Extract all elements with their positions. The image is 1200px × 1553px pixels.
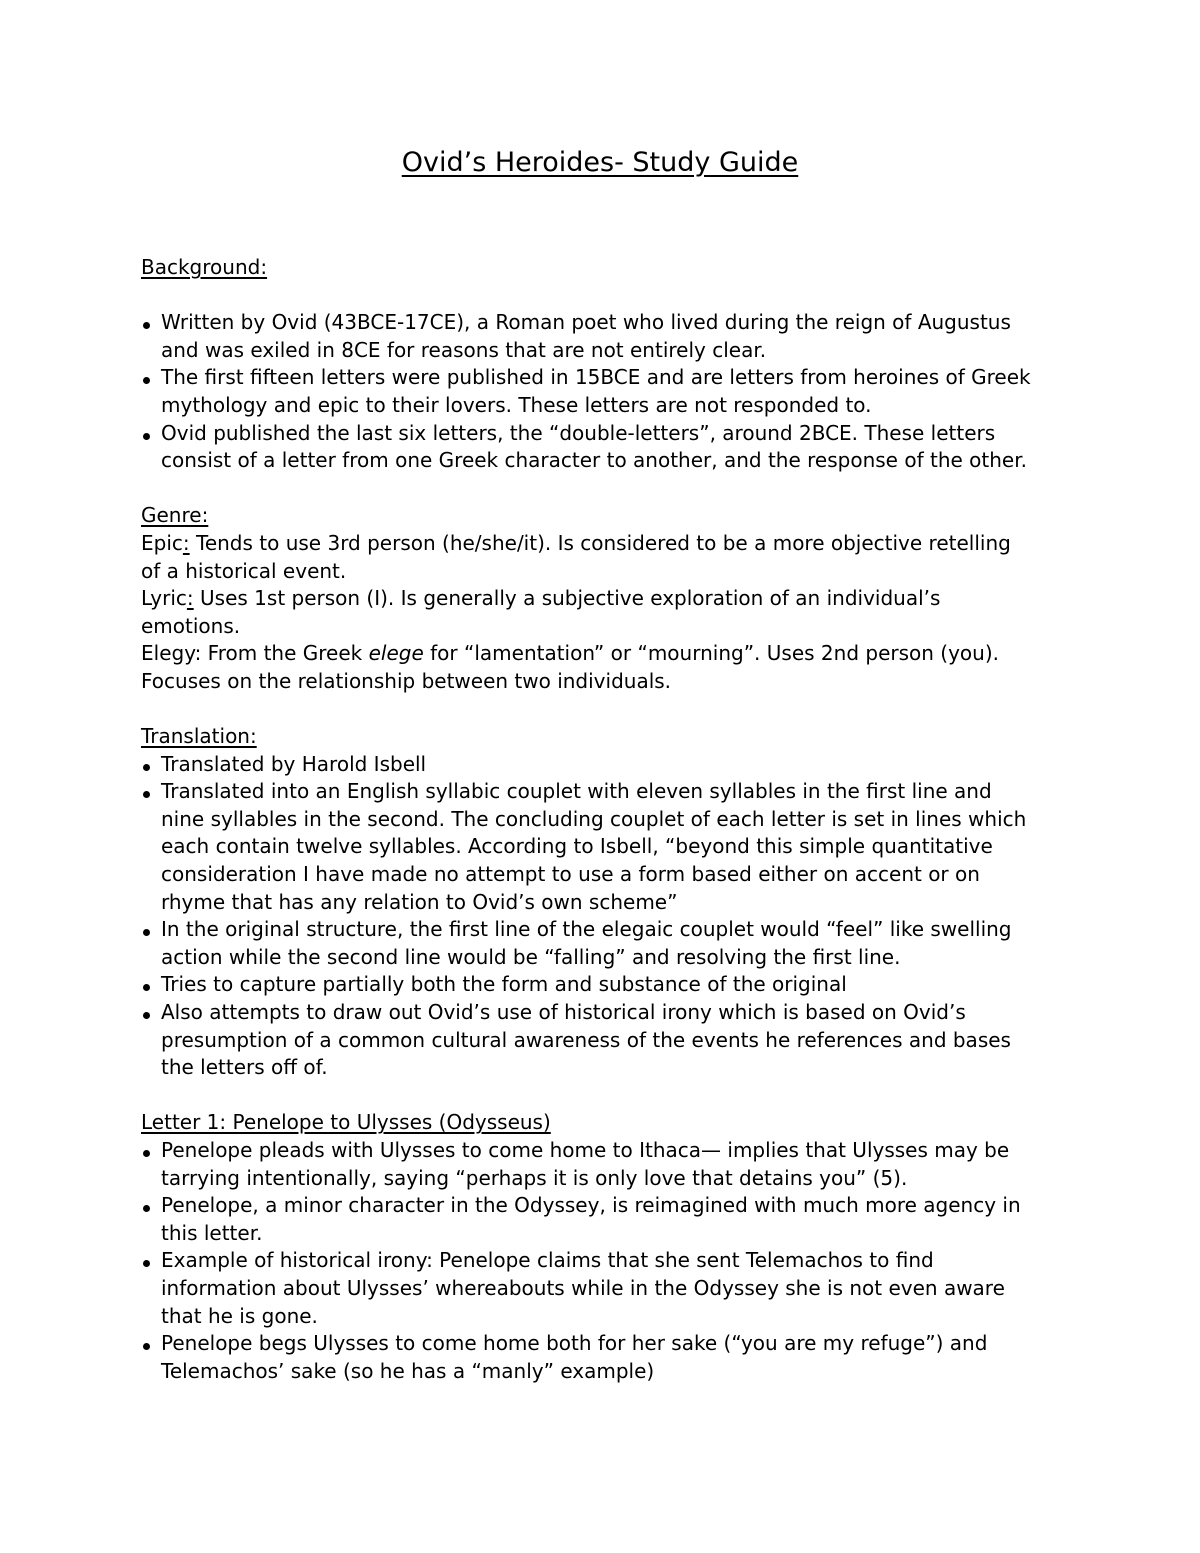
spacer [141,1082,1071,1110]
background-heading: Background: [141,255,268,279]
list-item [141,916,1071,971]
list-item [141,420,1071,475]
spacer [141,696,1071,724]
list-item-line: mythology and epic to their lovers. These letters are not responded to. [161,392,872,417]
list-item-line: nine syllables in the second. The concluding couplet of each letter is set in lines which [161,806,1027,831]
list-item-line: In the original structure, the first line of the elegaic couplet would “feel” like swelling [161,917,1012,942]
list-item [141,778,1071,916]
list-item-line: Example of historical irony: Penelope claims that she sent Telemachos to find [161,1248,934,1273]
list-item [141,309,1071,364]
epic-definition: Tends to use 3rd person (he/she/it). Is considered to be a more objective retelling [189,530,1011,555]
genre-elegy-line-2: Focuses on the relationship between two individuals. [141,668,672,693]
list-item-line: action while the second line would be “falling” and resolving the first line. [161,944,901,969]
epic-colon: : [182,530,190,555]
elegy-definition-start: Elegy: From the Greek [141,641,369,666]
list-item-line: Telemachos’ sake (so he has a “manly” example) [161,1358,655,1383]
list-item-line: Penelope pleads with Ulysses to come home to Ithaca— implies that Ulysses may be [161,1138,1010,1162]
list-item [141,1192,1071,1247]
list-item [141,1247,1071,1330]
genre-epic-line [141,530,1071,558]
translation-heading: Translation: [141,724,257,749]
genre-heading: Genre: [141,503,209,528]
list-item-line: consist of a letter from one Greek character to another, and the response of the other. [161,448,1027,473]
document-body [141,254,1071,1385]
list-item-line: Ovid published the last six letters, the “double-letters”, around 2BCE. These letters [161,420,996,445]
lyric-colon: : [186,586,194,611]
elegy-greek-word: elege [368,641,424,666]
list-item [141,1137,1071,1192]
elegy-definition-end: for “lamentation” or “mourning”. Uses 2nd person (you). [423,641,999,666]
list-item [141,1330,1071,1385]
list-item-line: Penelope, a minor character in the Odyssey, is reimagined with much more agency in [161,1193,1021,1218]
list-item-line: Tries to capture partially both the form and substance of the original [161,972,847,997]
list-item [141,364,1071,419]
genre-epic-line-2: of a historical event. [141,558,347,583]
document-title: Ovid’s Heroides- Study Guide [401,147,799,178]
translation-list [141,751,1071,1082]
genre-lyric-line-2: emotions. [141,613,241,638]
spacer [141,475,1071,503]
list-item-line: information about Ulysses’ whereabouts while in the Odyssey she is not even aware [161,1275,1005,1300]
list-item [141,999,1071,1082]
list-item [141,971,1071,999]
list-item-line: Translated into an English syllabic couplet with eleven syllables in the first line and [161,779,992,804]
list-item-line: each contain twelve syllables. According to Isbell, “beyond this simple quantitative [161,834,993,859]
list-item-line: The first fifteen letters were published in 15BCE and are letters from heroines of Greek [161,365,1031,390]
list-item-line: presumption of a common cultural awareness of the events he references and bases [161,1027,1011,1052]
genre-lyric-line [141,585,1071,613]
spacer [141,282,1071,310]
list-item [141,751,1071,779]
lyric-definition: Uses 1st person (I). Is generally a subjective exploration of an individual’s [193,586,941,611]
list-item-line: that he is gone. [161,1303,318,1328]
epic-term: Epic [141,530,183,555]
genre-elegy-line [141,640,1071,668]
list-item-line: Penelope begs Ulysses to come home both for her sake (“you are my refuge”) and [161,1331,988,1356]
list-item-line: and was exiled in 8CE for reasons that are not entirely clear. [161,337,767,362]
lyric-term: Lyric [141,586,187,611]
list-item-line: the letters off of. [161,1055,328,1080]
letter1-list [141,1137,1071,1385]
list-item-line: Translated by Harold Isbell [161,751,427,776]
background-list [141,309,1071,475]
list-item-line: this letter. [161,1220,263,1245]
list-item-line: Written by Ovid (43BCE-17CE), a Roman poet who lived during the reign of Augustus [161,310,1011,335]
list-item-line: consideration I have made no attempt to use a form based either on accent or on [161,862,980,887]
list-item-line: tarrying intentionally, saying “perhaps it is only love that detains you” (5). [161,1165,908,1190]
list-item-line: rhyme that has any relation to Ovid’s own scheme” [161,889,678,914]
list-item-line: Also attempts to draw out Ovid’s use of historical irony which is based on Ovid’s [161,1000,966,1025]
letter1-heading: Letter 1: Penelope to Ulysses (Odysseus) [141,1110,551,1135]
